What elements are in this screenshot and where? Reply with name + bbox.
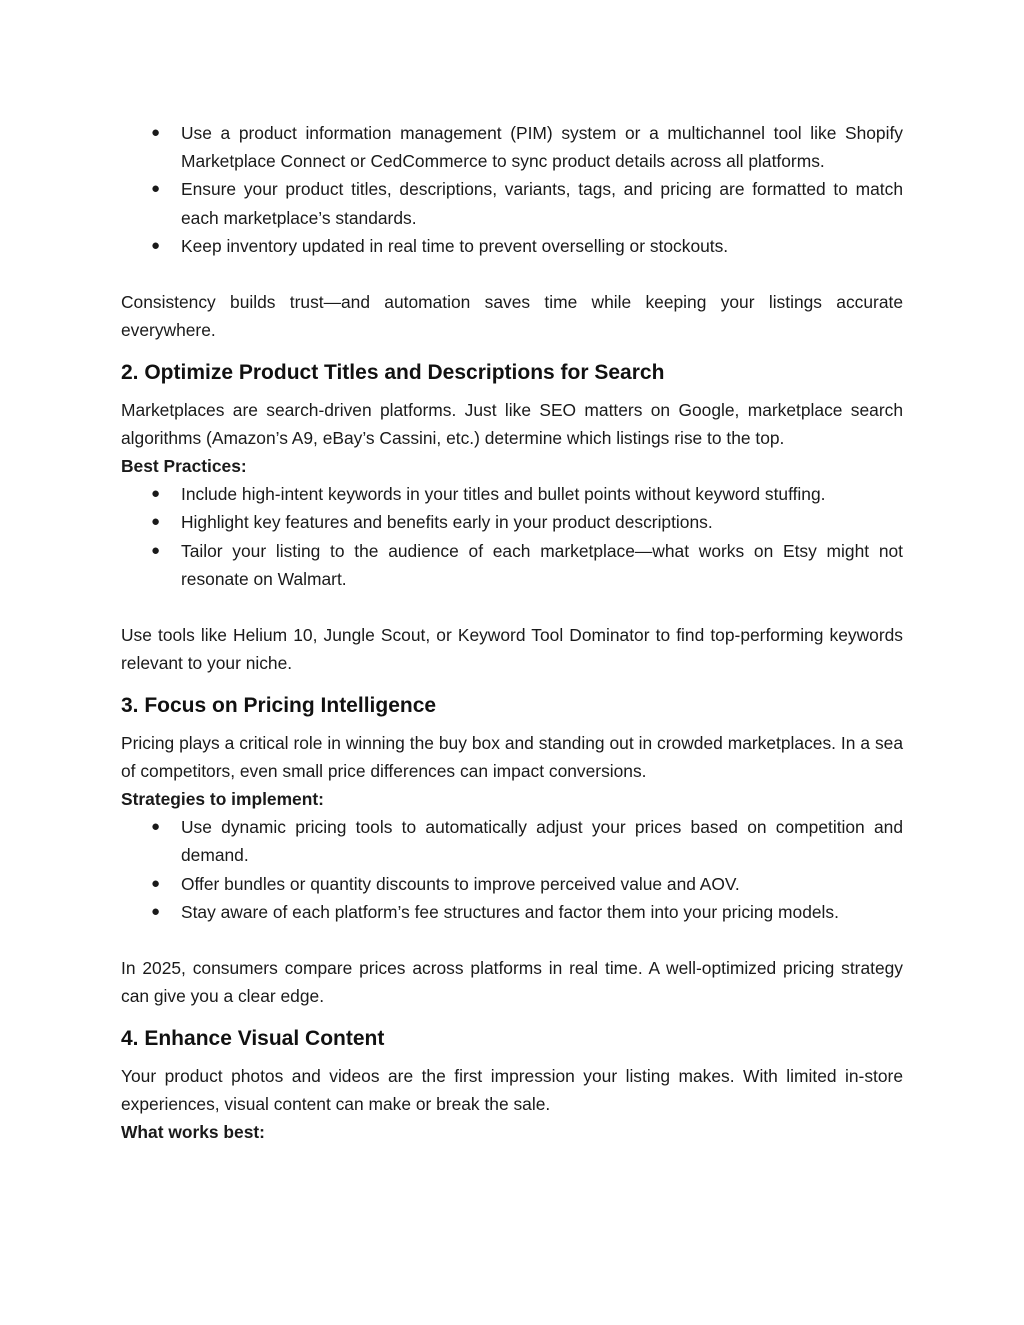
bullet-icon: ● bbox=[151, 236, 161, 254]
list-item-text: Include high-intent keywords in your titles and bullet points without keyword stuffing. bbox=[181, 484, 826, 505]
list-item bbox=[121, 232, 903, 260]
section-3-body: Pricing plays a critical role in winning the buy box and standing out in crowded marketplaces. In a sea of competitors, even small price differences can impact conversions. bbox=[121, 732, 903, 781]
section-4-body: Your product photos and videos are the first impression your listing makes. With limited in-store experiences, visual content can make or break the sale. bbox=[121, 1065, 903, 1114]
list-item-text: Highlight key features and benefits early in your product descriptions. bbox=[181, 512, 713, 533]
spacer bbox=[121, 260, 903, 288]
section-4-heading: 4. Enhance Visual Content bbox=[121, 1026, 385, 1050]
bullet-icon: ● bbox=[151, 818, 161, 836]
list-item-text: Stay aware of each platform’s fee structures and factor them into your pricing models. bbox=[181, 901, 839, 922]
bullet-icon: ● bbox=[151, 124, 161, 141]
bullet-icon: ● bbox=[151, 541, 161, 559]
list-item bbox=[121, 175, 903, 231]
list-item-text: Use a product information management (PIM) system or a multichannel tool like Shopify Marketplace Connect or CedCommerce to sync product details across all platforms. bbox=[181, 123, 903, 172]
list-item bbox=[121, 480, 903, 508]
bullet-icon: ● bbox=[151, 513, 161, 531]
list-item bbox=[121, 119, 903, 175]
list-item bbox=[121, 870, 903, 898]
list-item bbox=[121, 813, 903, 869]
section-3-label: Strategies to implement: bbox=[121, 789, 324, 810]
list-item-text: Tailor your listing to the audience of each marketplace—what works on Etsy might not resonate on Walmart. bbox=[181, 540, 903, 589]
bullet-icon: ● bbox=[151, 902, 161, 920]
list-item-text: Ensure your product titles, descriptions, variants, tags, and pricing are formatted to match each marketplace’s standards. bbox=[181, 179, 903, 228]
section-4-label: What works best: bbox=[121, 1122, 265, 1143]
bullet-icon: ● bbox=[151, 485, 161, 503]
list-item bbox=[121, 537, 903, 593]
list-item bbox=[121, 508, 903, 536]
list-item bbox=[121, 898, 903, 926]
document-content bbox=[121, 119, 903, 1146]
spacer bbox=[121, 926, 903, 954]
spacer bbox=[121, 593, 903, 621]
intro-bullet-list bbox=[121, 119, 903, 260]
section-2-heading: 2. Optimize Product Titles and Descriptions for Search bbox=[121, 360, 665, 384]
section-2-bullet-list bbox=[121, 480, 903, 593]
section-2-body: Marketplaces are search-driven platforms. Just like SEO matters on Google, marketplace search algorithms (Amazon’s A9, eBay’s Cassini, etc.) determine which listings rise to the top. bbox=[121, 399, 903, 448]
intro-closing-paragraph: Consistency builds trust—and automation saves time while keeping your listings accurate everywhere. bbox=[121, 292, 903, 341]
bullet-icon: ● bbox=[151, 180, 161, 198]
section-3-heading: 3. Focus on Pricing Intelligence bbox=[121, 693, 437, 717]
section-3-bullet-list bbox=[121, 813, 903, 926]
list-item-text: Keep inventory updated in real time to prevent overselling or stockouts. bbox=[181, 235, 729, 256]
section-2-closing: Use tools like Helium 10, Jungle Scout, or Keyword Tool Dominator to find top-performing keywords relevant to your niche. bbox=[121, 625, 903, 674]
section-3-closing: In 2025, consumers compare prices across platforms in real time. A well-optimized pricing strategy can give you a clear edge. bbox=[121, 958, 903, 1007]
bullet-icon: ● bbox=[151, 874, 161, 892]
section-2-label: Best Practices: bbox=[121, 456, 247, 477]
list-item-text: Use dynamic pricing tools to automatically adjust your prices based on competition and demand. bbox=[181, 817, 903, 866]
list-item-text: Offer bundles or quantity discounts to improve perceived value and AOV. bbox=[181, 873, 740, 894]
